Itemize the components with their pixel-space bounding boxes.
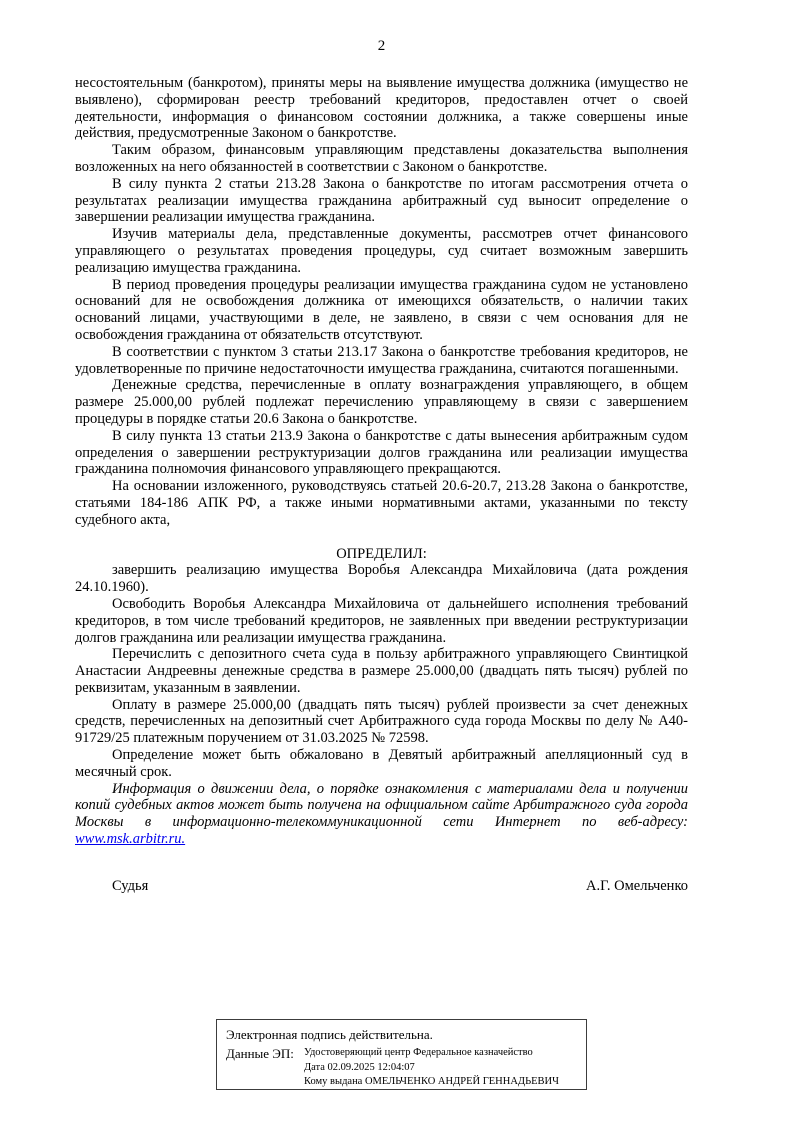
court-website-link[interactable]: www.msk.arbitr.ru. (75, 831, 186, 848)
resolution-paragraph: Перечислить с депозитного счета суда в пользу арбитражного управляющего Свинтицкой Анастасии Андреевны денежные средства в размере 25.000,00 (двадцать пять тысяч) рублей по реквизитам, указанным в заявлении. (75, 646, 688, 696)
body-paragraph: В силу пункта 13 статьи 213.9 Закона о банкротстве с даты вынесения арбитражным судом определения о завершении реструктуризации долгов гражданина или реализации имущества гражданина полномочия финансового управляющего прекращаются. (75, 427, 688, 478)
stamp-detail-date: Дата 02.09.2025 12:04:07 (304, 1061, 415, 1073)
resolution-paragraph: Освободить Воробья Александра Михайловича от дальнейшего исполнения требований кредиторов, в том числе требований кредиторов, не заявленных при введении реструктуризации долгов гражданина или реализации имущества гражданина. (75, 595, 688, 646)
body-paragraph: Изучив материалы дела, представленные документы, рассмотрев отчет финансового управляющего о результатах проведения процедуры, суд считает возможным завершить реализацию имущества гражданина. (75, 226, 688, 276)
body-paragraph: В соответствии с пунктом 3 статьи 213.17 Закона о банкротстве требования кредиторов, не удовлетворенные по причине недостаточности имущества гражданина, считаются погашенными. (75, 343, 688, 377)
judge-label: Судья (112, 877, 149, 894)
stamp-data-label: Данные ЭП: (226, 1046, 294, 1061)
body-paragraph: Денежные средства, перечисленные в оплату вознаграждения управляющего, в общем размере 25.000,00 рублей подлежат перечислению управляющему в связи с завершением процедуры в порядке статьи 20.6 Закона о банкротстве. (75, 377, 688, 427)
signature-row (75, 878, 688, 895)
info-notice (75, 781, 688, 848)
stamp-data-row (226, 1046, 578, 1090)
electronic-signature-stamp (216, 1019, 587, 1090)
judge-name: А.Г. Омельченко (586, 877, 688, 894)
body-paragraph: В период проведения процедуры реализации имущества гражданина судом не установлено оснований для не освобождения должника от имеющихся обязательств, о наличии таких оснований лицами, участвующими в деле, не заявлено, в связи с чем основания для не освобождения гражданина от обязательств отсутствуют. (75, 276, 688, 343)
document-content (75, 38, 688, 895)
resolution-paragraph: Определение может быть обжаловано в Девятый арбитражный апелляционный суд в месячный срок. (75, 747, 688, 780)
stamp-detail-ca: Удостоверяющий центр Федеральное казначейство (304, 1047, 533, 1058)
resolution-paragraph: Оплату в размере 25.000,00 (двадцать пять тысяч) рублей произвести за счет денежных средств, перечисленных на депозитный счет Арбитражного суда города Москвы по делу № А40-91729/25 платежным поручением от 31.03.2025 № 72598. (75, 696, 688, 747)
stamp-detail-owner: Кому выдана ОМЕЛЬЧЕНКО АНДРЕЙ ГЕННАДЬЕВИЧ (304, 1076, 559, 1087)
resolution-heading: ОПРЕДЕЛИЛ: (336, 545, 427, 562)
body-paragraph: На основании изложенного, руководствуясь статьей 20.6-20.7, 213.28 Закона о банкротстве, статьями 184-186 АПК РФ, а также иными нормативными актами, указанными по тексту судебного акта, (75, 478, 688, 528)
page-number: 2 (377, 38, 386, 54)
stamp-details (304, 1046, 559, 1090)
stamp-valid-line: Электронная подпись действительна. (226, 1027, 433, 1042)
info-notice-text: Информация о движении дела, о порядке ознакомления с материалами дела и получении копий судебных актов может быть получена на официальном сайте Арбитражного суда города Москвы в информационно-телекоммуникационной сети Интернет по веб-адресу: (75, 780, 688, 831)
body-paragraph: несостоятельным (банкротом), приняты меры на выявление имущества должника (имущество не выявлено), сформирован реестр требований кредиторов, предоставлен отчет о своей деятельности, информация о финансовом состоянии должника, а также совершены иные действия, предусмотренные Законом о банкротстве. (75, 75, 688, 142)
body-paragraph: В силу пункта 2 статьи 213.28 Закона о банкротстве по итогам рассмотрения отчета о результатах реализации имущества гражданина арбитражный суд выносит определение о завершении реализации имущества гражданина. (75, 175, 688, 226)
body-paragraph: Таким образом, финансовым управляющим представлены доказательства выполнения возложенных на него обязанностей в соответствии с Законом о банкротстве. (75, 142, 688, 175)
resolution-paragraph: завершить реализацию имущества Воробья Александра Михайловича (дата рождения 24.10.1960). (75, 562, 688, 596)
